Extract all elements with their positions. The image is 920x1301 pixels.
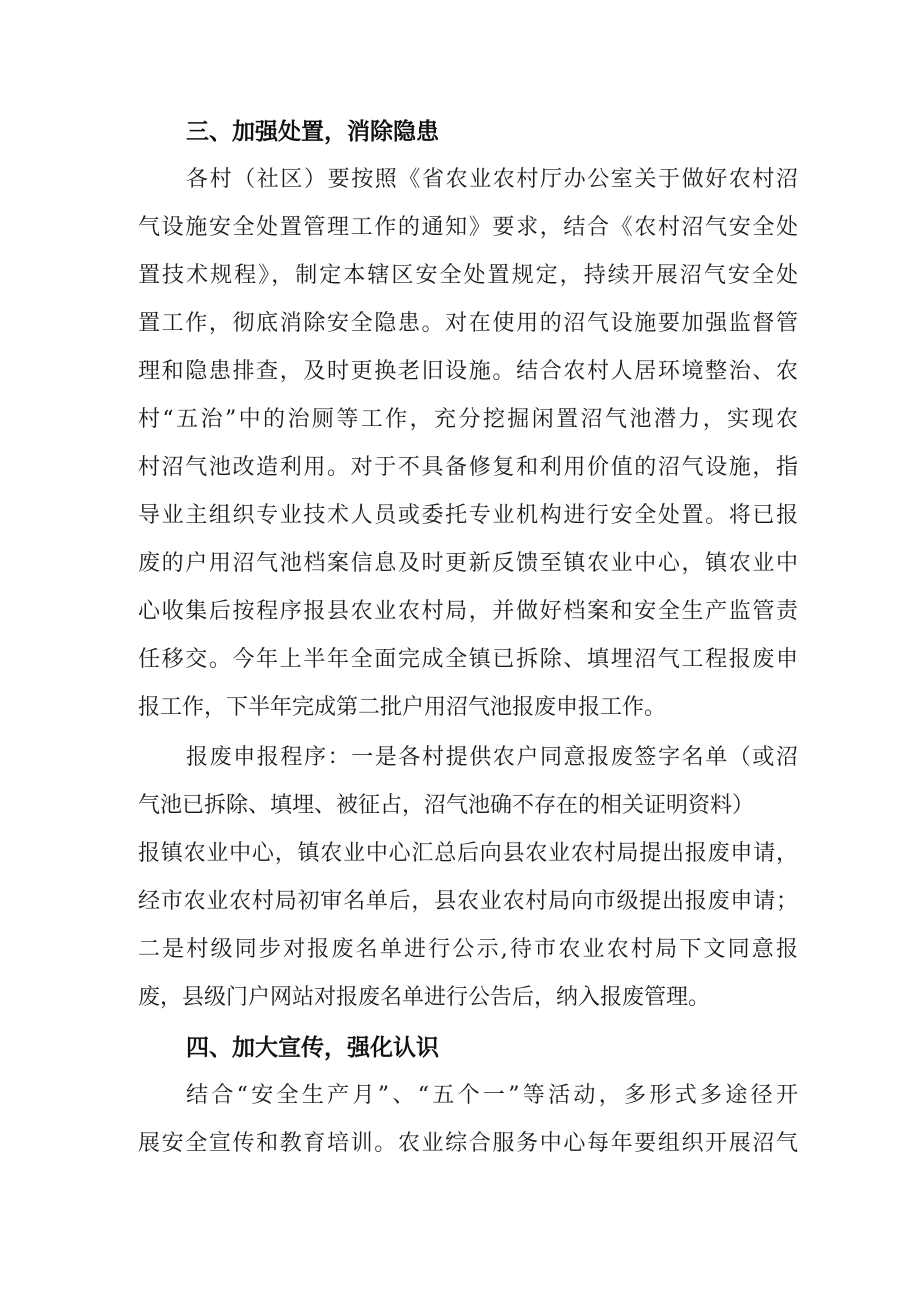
paragraph-line: 置工作，彻底消除安全隐患。对在使用的沼气设施要加强监督管 xyxy=(138,311,798,336)
paragraph-line: 各村（社区）要按照《省农业农村厅办公室关于做好农村沼 xyxy=(186,167,798,192)
paragraph-line: 二是村级同步对报废名单进行公示,待市农业农村局下文同意报 xyxy=(138,937,798,962)
paragraph-line: 任移交。今年上半年全面完成全镇已拆除、填埋沼气工程报废申 xyxy=(138,647,798,672)
paragraph-line: 理和隐患排查，及时更换老旧设施。结合农村人居环境整治、农 xyxy=(138,359,798,384)
paragraph-line: 气池已拆除、填埋、被征占，沼气池确不存在的相关证明资料） xyxy=(138,793,755,818)
paragraph-line: 村“五治”中的治厕等工作，充分挖掘闲置沼气池潜力，实现农 xyxy=(138,407,798,432)
paragraph-line: 经市农业农村局初审名单后，县农业农村局向市级提出报废申请； xyxy=(138,889,798,914)
paragraph-line: 气设施安全处置管理工作的通知》要求，结合《农村沼气安全处 xyxy=(138,215,798,240)
paragraph-line: 废，县级门户网站对报废名单进行公告后，纳入报废管理。 xyxy=(138,985,711,1010)
paragraph-line: 报镇农业中心，镇农业中心汇总后向县农业农村局提出报废申请， xyxy=(138,841,798,866)
paragraph-line: 报废申报程序：一是各村提供农户同意报废签字名单（或沼 xyxy=(186,745,798,770)
section-heading-3: 三、加强处置，消除隐患 xyxy=(186,119,439,145)
paragraph-line: 村沼气池改造利用。对于不具备修复和利用价值的沼气设施，指 xyxy=(138,455,798,480)
paragraph-line: 置技术规程》，制定本辖区安全处置规定，持续开展沼气安全处 xyxy=(138,263,798,288)
paragraph-line: 结合“安全生产月”、“五个一”等活动，多形式多途径开 xyxy=(186,1083,798,1108)
paragraph-line: 展安全宣传和教育培训。农业综合服务中心每年要组织开展沼气 xyxy=(138,1131,798,1156)
section-heading-4: 四、加大宣传，强化认识 xyxy=(186,1035,439,1061)
paragraph-line: 报工作，下半年完成第二批户用沼气池报废申报工作。 xyxy=(138,695,667,720)
paragraph-line: 导业主组织专业技术人员或委托专业机构进行安全处置。将已报 xyxy=(138,503,798,528)
paragraph-line: 心收集后按程序报县农业农村局，并做好档案和安全生产监管责 xyxy=(138,599,798,624)
paragraph-line: 废的户用沼气池档案信息及时更新反馈至镇农业中心，镇农业中 xyxy=(138,551,798,576)
